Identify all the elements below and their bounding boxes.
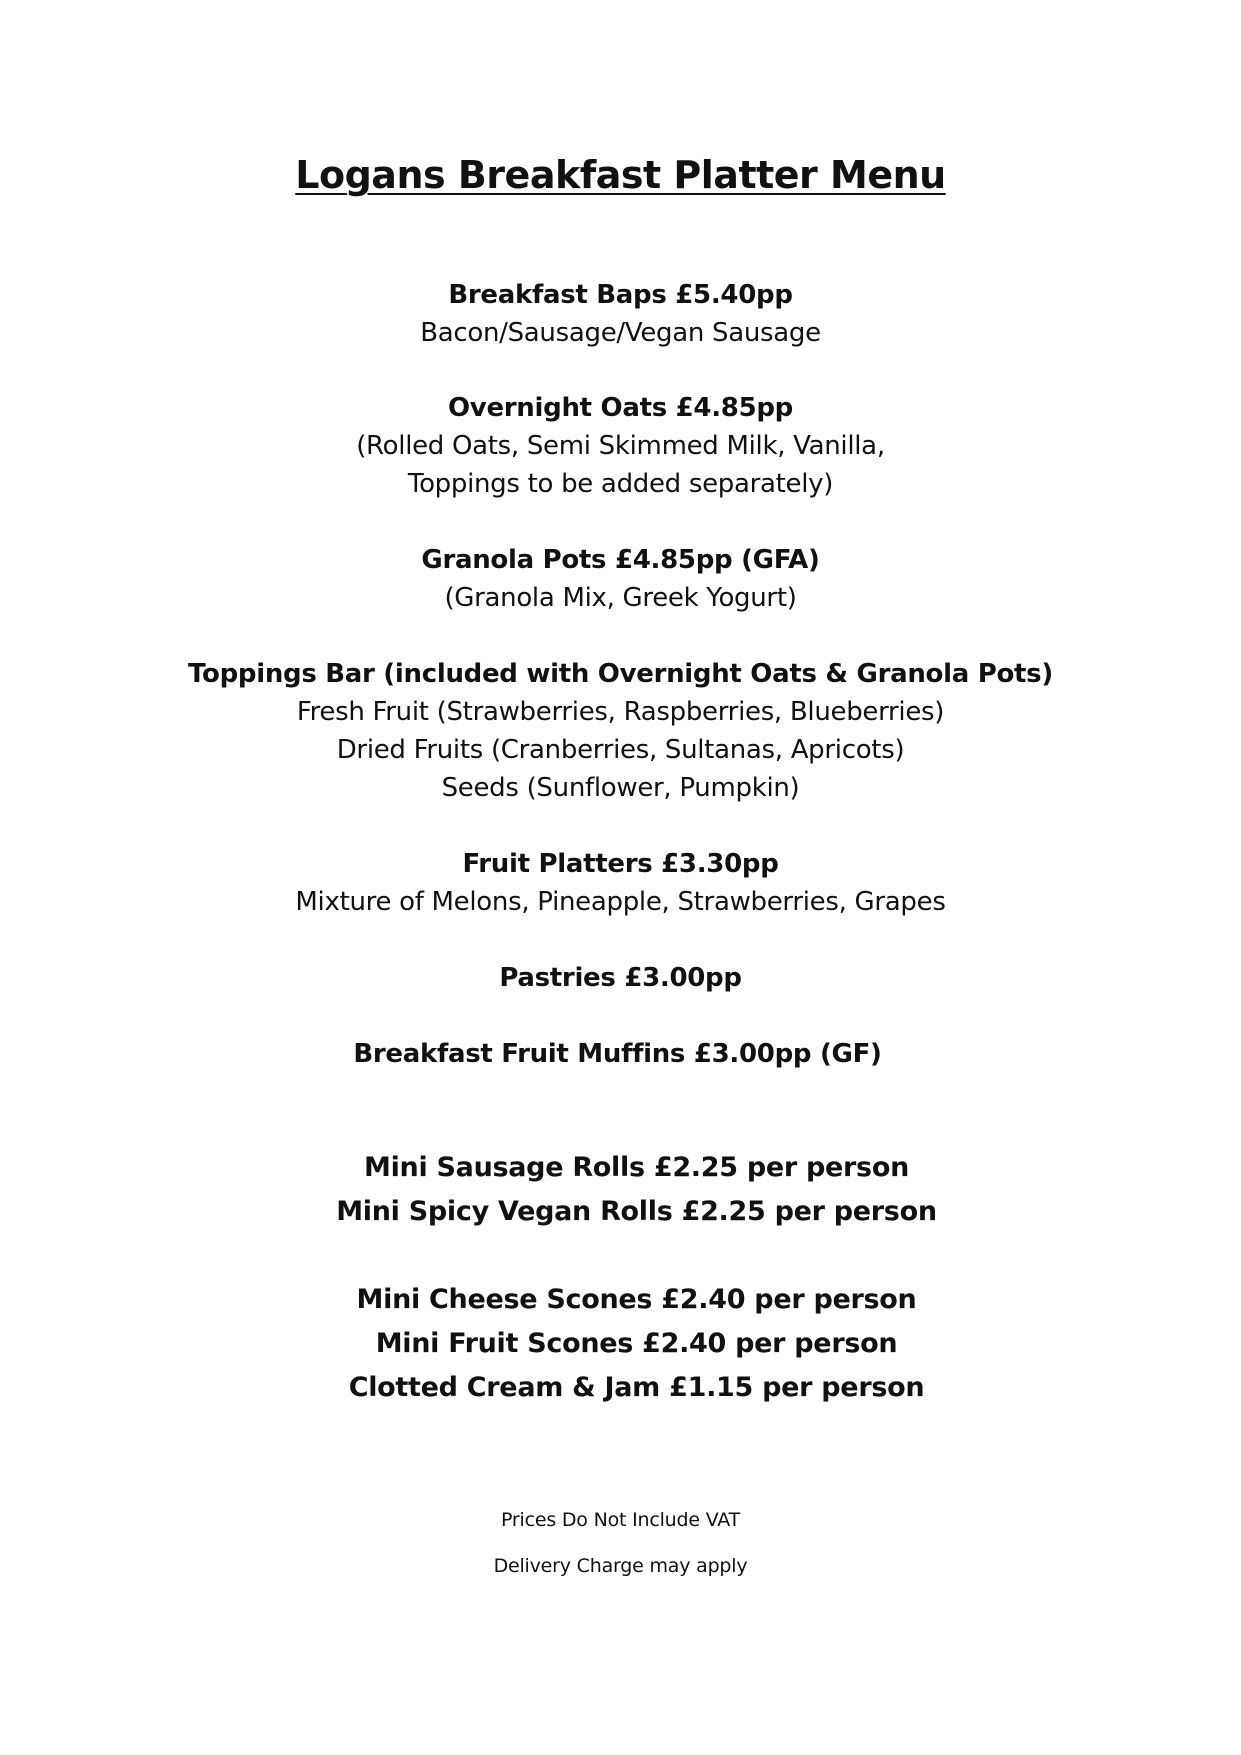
delivery-note: Delivery Charge may apply xyxy=(493,1555,748,1577)
item-desc-toppings-fresh-fruit: Fresh Fruit (Strawberries, Raspberries, Blueberries) xyxy=(296,697,945,727)
item-desc-overnight-oats-2: Toppings to be added separately) xyxy=(407,469,834,499)
item-desc-fruit-platters: Mixture of Melons, Pineapple, Strawberries, Grapes xyxy=(295,887,946,917)
item-heading-pastries: Pastries £3.00pp xyxy=(499,963,742,993)
page-title: Logans Breakfast Platter Menu xyxy=(295,153,946,197)
vat-note: Prices Do Not Include VAT xyxy=(500,1509,741,1531)
item-desc-toppings-dried-fruits: Dried Fruits (Cranberries, Sultanas, Apricots) xyxy=(336,735,905,765)
extra-mini-fruit-scones: Mini Fruit Scones £2.40 per person xyxy=(375,1328,898,1359)
item-desc-breakfast-baps: Bacon/Sausage/Vegan Sausage xyxy=(420,318,821,348)
item-heading-toppings-bar: Toppings Bar (included with Overnight Oats & Granola Pots) xyxy=(188,659,1053,689)
item-heading-granola-pots: Granola Pots £4.85pp (GFA) xyxy=(421,545,820,575)
item-heading-fruit-platters: Fruit Platters £3.30pp xyxy=(462,849,779,879)
item-heading-breakfast-baps: Breakfast Baps £5.40pp xyxy=(448,280,793,310)
extra-mini-sausage-rolls: Mini Sausage Rolls £2.25 per person xyxy=(364,1152,909,1183)
extra-mini-cheese-scones: Mini Cheese Scones £2.40 per person xyxy=(356,1284,917,1315)
item-desc-overnight-oats-1: (Rolled Oats, Semi Skimmed Milk, Vanilla, xyxy=(356,431,885,461)
extra-mini-spicy-vegan-rolls: Mini Spicy Vegan Rolls £2.25 per person xyxy=(336,1196,937,1227)
item-desc-granola-pots: (Granola Mix, Greek Yogurt) xyxy=(444,583,797,613)
extra-clotted-cream-jam: Clotted Cream & Jam £1.15 per person xyxy=(348,1372,925,1403)
item-heading-overnight-oats: Overnight Oats £4.85pp xyxy=(448,393,793,423)
item-desc-toppings-seeds: Seeds (Sunflower, Pumpkin) xyxy=(441,773,800,803)
item-heading-fruit-muffins: Breakfast Fruit Muffins £3.00pp (GF) xyxy=(353,1039,882,1069)
